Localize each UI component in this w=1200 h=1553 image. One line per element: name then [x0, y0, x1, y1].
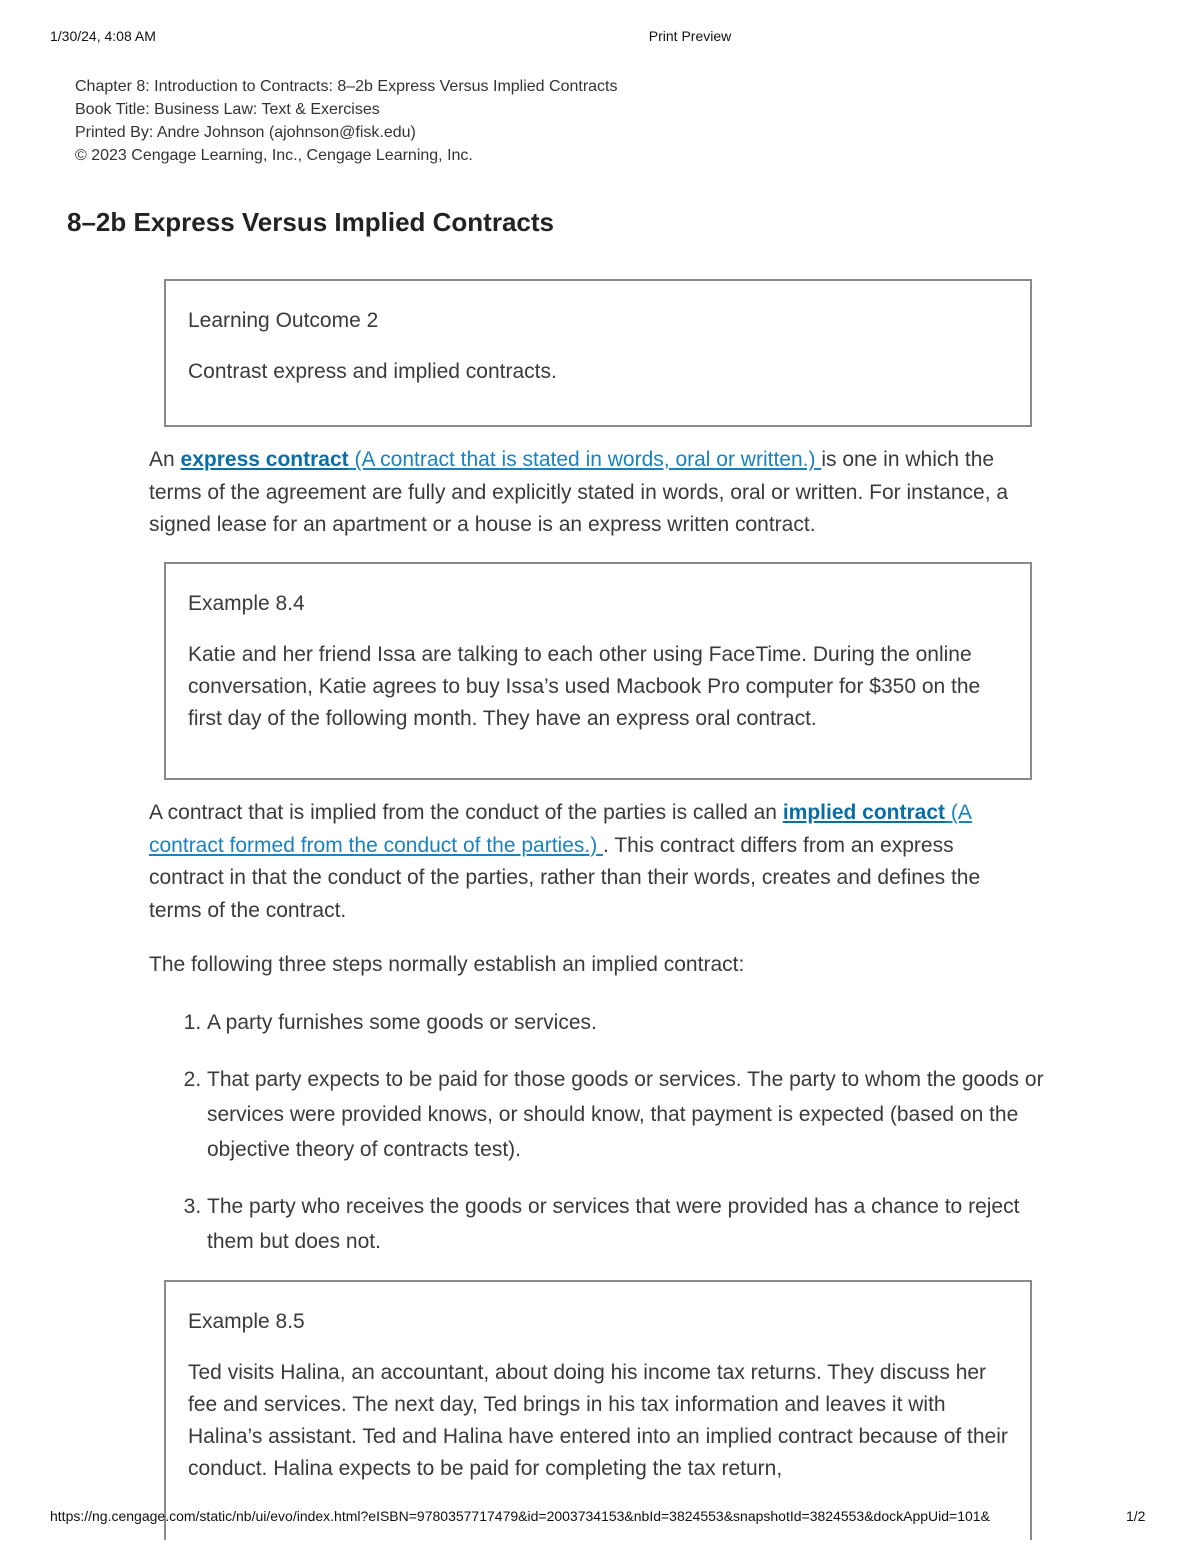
print-datetime: 1/30/24, 4:08 AM — [50, 28, 156, 44]
page-number: 1/2 — [1126, 1508, 1146, 1524]
page-url: https://ng.cengage.com/static/nb/ui/evo/index.html?eISBN=9780357717479&id=2003734153&nbId=3824553&snapshotId=3824553&dockAppUid=101& — [50, 1508, 990, 1524]
implied-para-post: . This contract differs from an express contract in that the conduct of the parties, rather than their words, creates and defines the terms of the contract. — [149, 833, 981, 922]
print-header — [0, 28, 1200, 48]
example-8-4-text: Katie and her friend Issa are talking to each other using FaceTime. During the online conversation, Katie agrees to buy Issa’s used Macbook Pro computer for $350 on the first day of the following month. They have an express oral contract. — [188, 643, 981, 730]
book-title-line: Book Title: Business Law: Text & Exercises — [75, 101, 380, 118]
implied-contract-steps-list — [170, 1005, 1067, 1281]
learning-outcome-box — [164, 279, 1032, 427]
print-footer — [0, 1508, 1200, 1528]
express-para-post: is one in which the terms of the agreement are fully and explicitly stated in words, oral or written. For instance, a signed lease for an apartment or a house is an express written contract. — [149, 448, 1009, 536]
print-preview-title: Print Preview — [648, 28, 732, 44]
learning-outcome-title: Learning Outcome 2 — [188, 309, 379, 332]
section-title: 8–2b Express Versus Implied Contracts — [67, 207, 554, 237]
express-para-pre: An — [149, 448, 181, 471]
implied-para-pre: A contract that is implied from the conduct of the parties is called an — [149, 801, 783, 824]
express-contract-definition-link[interactable]: (A contract that is stated in words, oral or written.) — [348, 448, 822, 471]
list-item: 2. That party expects to be paid for those goods or services. The party to whom the goods or services were provided knows, or should know, that payment is expected (based on the objective theory of contracts test). — [207, 1062, 1067, 1167]
implied-contract-paragraph — [149, 797, 1029, 927]
example-8-5-text: Ted visits Halina, an accountant, about doing his income tax returns. They discuss her fee and services. The next day, Ted brings in his tax information and leaves it with Halina’s assistant. Ted and Halina have entered into an implied contract because of their conduct. Halina expects to be paid for completing the tax return, — [188, 1361, 1008, 1480]
chapter-line: Chapter 8: Introduction to Contracts: 8–2b Express Versus Implied Contracts — [75, 78, 618, 95]
example-8-4-title: Example 8.4 — [188, 592, 305, 615]
implied-contract-definition-link[interactable]: (A contract formed from the conduct of the parties.) — [149, 801, 972, 857]
example-8-5-box — [164, 1280, 1032, 1540]
express-contract-term-link[interactable]: express contract — [180, 448, 349, 471]
example-8-5-title: Example 8.5 — [188, 1310, 305, 1333]
printed-by-line: Printed By: Andre Johnson (ajohnson@fisk.edu) — [75, 124, 416, 141]
copyright-line: © 2023 Cengage Learning, Inc., Cengage Learning, Inc. — [75, 147, 473, 164]
implied-contract-term-link[interactable]: implied contract — [782, 801, 946, 824]
express-contract-paragraph — [149, 444, 1044, 542]
steps-intro: The following three steps normally establish an implied contract: — [149, 953, 745, 976]
list-item: 1. A party furnishes some goods or services. — [207, 1005, 1067, 1040]
document-meta — [75, 75, 618, 167]
list-item: 3. The party who receives the goods or services that were provided has a chance to reject them but does not. — [207, 1189, 1067, 1259]
example-8-4-box — [164, 562, 1032, 780]
learning-outcome-text: Contrast express and implied contracts. — [188, 360, 557, 383]
